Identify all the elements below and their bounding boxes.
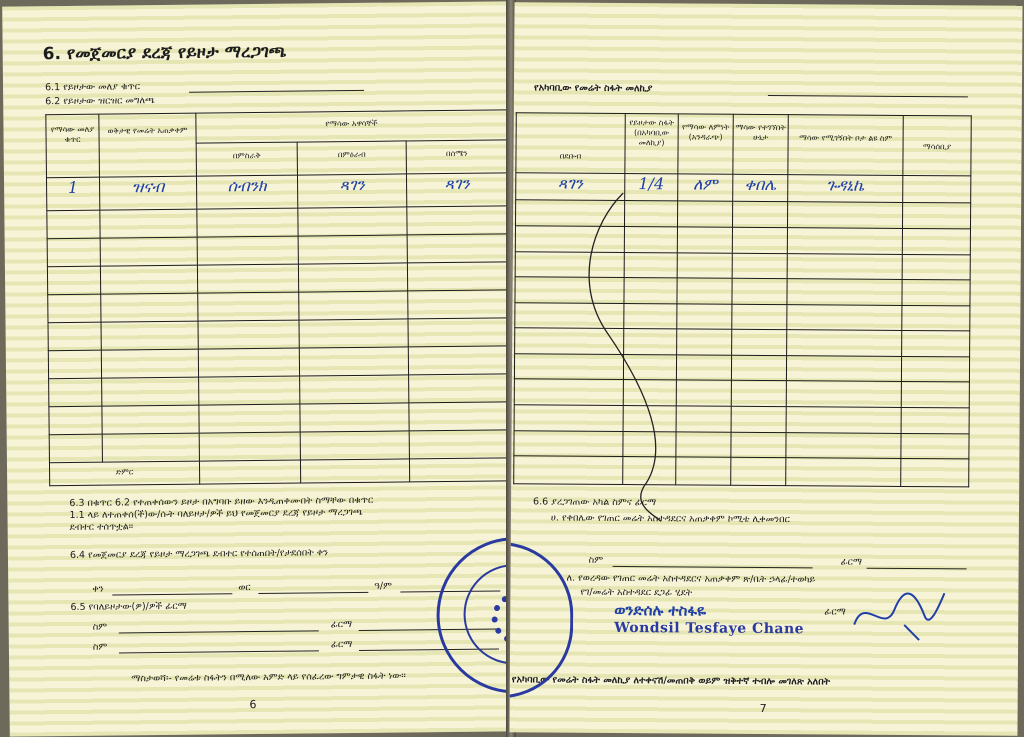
parcel-table-left: [45, 109, 511, 486]
measurement-heading: የአካባቢው የመሬት ስፋት መለኪያ: [533, 82, 653, 95]
date-day-label: ቀን: [92, 583, 104, 595]
clause-6-6-a: ሀ. የቀበሌው የገጠር መሬት አስተዳደርና አጠቃቀም ኮሚቴ ሊቀመንበር: [550, 512, 790, 526]
date-month-label: ወር: [238, 582, 251, 594]
officer-name-amharic: ወንድሰሉ ተስፋዬ: [614, 600, 707, 620]
chair-sign-label: ፊርማ: [840, 556, 863, 568]
col-east-header: በምስራቅ: [232, 151, 261, 161]
table-row: [46, 173, 507, 210]
col-landuse-header: ወቅታዊ የመሬት አጠቃቀም: [107, 125, 188, 136]
chair-name-line: [613, 556, 813, 568]
footer-note: የአካባቢው የመሬት ስፋት መለኪያ ለተቀናሽ/መጠበቅ ወይም ዝቅተኛ ተብሎ መገለጽ አለበት: [511, 674, 831, 688]
holder2-name-line: [119, 640, 319, 653]
row1-east: ሰብንክ: [196, 175, 297, 209]
row1-area: 1/4: [625, 173, 678, 201]
holder1-name-line: [119, 620, 319, 633]
row1-west: ጻገን: [297, 174, 406, 208]
date-day-line: [112, 583, 232, 595]
left-page: [2, 1, 514, 736]
total-label: ድምር: [115, 466, 134, 477]
row1-south: ጻገን: [516, 172, 625, 200]
holder2-sign-label: ፊርማ: [330, 639, 353, 651]
col-area-header: የይዞታው ስፋት (በአካባቢው መለኪያ): [629, 118, 675, 148]
clause-6-6-b2: የገ/መሬት አስተዳደር ደጋፊ ሂደት: [580, 586, 693, 599]
col-neighbors-header: የማሳው አዋሳኞች: [325, 118, 378, 129]
total-row: [49, 458, 510, 486]
clause-6-3-line2: 1.1 ላይ ለተጠቀሰ(ች)ው/ሱት ባለይዞታ/ዎች ይህ የመጀመርያ ደረጃ የይዞታ ማረጋገጫ: [69, 506, 363, 521]
field-6-1-line: [189, 80, 364, 93]
page-number-7: 7: [759, 701, 767, 716]
clause-6-4: 6.4 የመጀመርያ ደረጃ የይዞታ ማረጋገጫ ደብተር የተሰጠበት/የታደሰበት ቀን: [69, 547, 329, 561]
page-number-6: 6: [249, 698, 257, 712]
note-text: ማስታወሻ፡- የመሬቱ ስፋትን በሚለው አምድ ላይ የሰፈረው ግምታዊ ስፋት ነው።: [131, 670, 406, 685]
col-fertility-header: የማሳው ለምነት (አንዳራጭ): [682, 122, 730, 142]
clause-6-5: 6.5 የባለይዞታው(ዎ)/ዎች ፊርማ: [70, 600, 187, 613]
clause-6-3: [69, 493, 509, 534]
row1-landuse: ዝናብ: [99, 176, 196, 210]
col-status-header: ማሳው የተገኘበት ሁኔታ: [735, 122, 786, 143]
row1-fertility: ለም: [678, 174, 733, 202]
measurement-heading-line: [768, 85, 968, 97]
chair-sign-line: [867, 558, 967, 570]
officer-name-stamp: Wondsil Tesfaye Chane: [614, 619, 805, 638]
col-remark-header: ማሳሰቢያ: [922, 142, 952, 152]
officer-sign-label: ፊርማ: [824, 606, 846, 618]
col-west-header: በምዕራብ: [337, 150, 366, 160]
col-north-header: በሰሜን: [445, 149, 468, 159]
row1-north: ጻገን: [406, 173, 507, 207]
col-parcel-header: የማሳው መለያ ቁጥር: [50, 124, 95, 145]
row1-cert: ጉዳኒኬ: [788, 174, 903, 203]
col-south-header: በደቡብ: [559, 151, 582, 161]
col-cert-header: ማሳው የሚገኝበት ቦታ ልዩ ስም: [799, 133, 893, 143]
right-page: [509, 2, 1022, 736]
holder2-name-label: ስም: [92, 641, 108, 653]
holder1-sign-label: ፊርማ: [330, 619, 353, 631]
field-6-1-label: 6.1 የይዞታው መለያ ቁጥር: [44, 81, 140, 94]
clause-6-6-b: ለ. የወረዳው የገጠር መሬት አስተዳደርና አጠቃቀም ጽ/ቤት ኃላፊ/ተወካይ: [566, 572, 816, 586]
chair-name-label: ስም: [588, 554, 604, 566]
page-title: 6. የመጀመርያ ደረጃ የይዞታ ማረጋገጫ: [42, 41, 287, 65]
clause-6-3-line1: 6.3 በቁጥር 6.2 የተጠቀሰውን ይዞታ በአግባቡ ይዘው እንዲጠቀሙበት ስማቸው በቁጥር: [69, 494, 374, 509]
pen-scribble: [551, 183, 673, 524]
date-month-line: [258, 582, 368, 594]
field-6-2-label: 6.2 የይዞታው ዝርዝር መግለጫ: [45, 95, 155, 108]
row1-parcel: 1: [46, 177, 99, 210]
row1-status: ቀበሌ: [733, 174, 788, 202]
officer-signature: [844, 585, 954, 646]
clause-6-3-line3: ደብተር ተሰጥቷል።: [69, 521, 134, 533]
clause-6-6: 6.6 ያረጋገጠው አካል ስምና ፊርማ: [533, 496, 657, 509]
date-year-label: ዓ/ም: [374, 580, 393, 592]
holder1-name-label: ስም: [92, 621, 108, 633]
